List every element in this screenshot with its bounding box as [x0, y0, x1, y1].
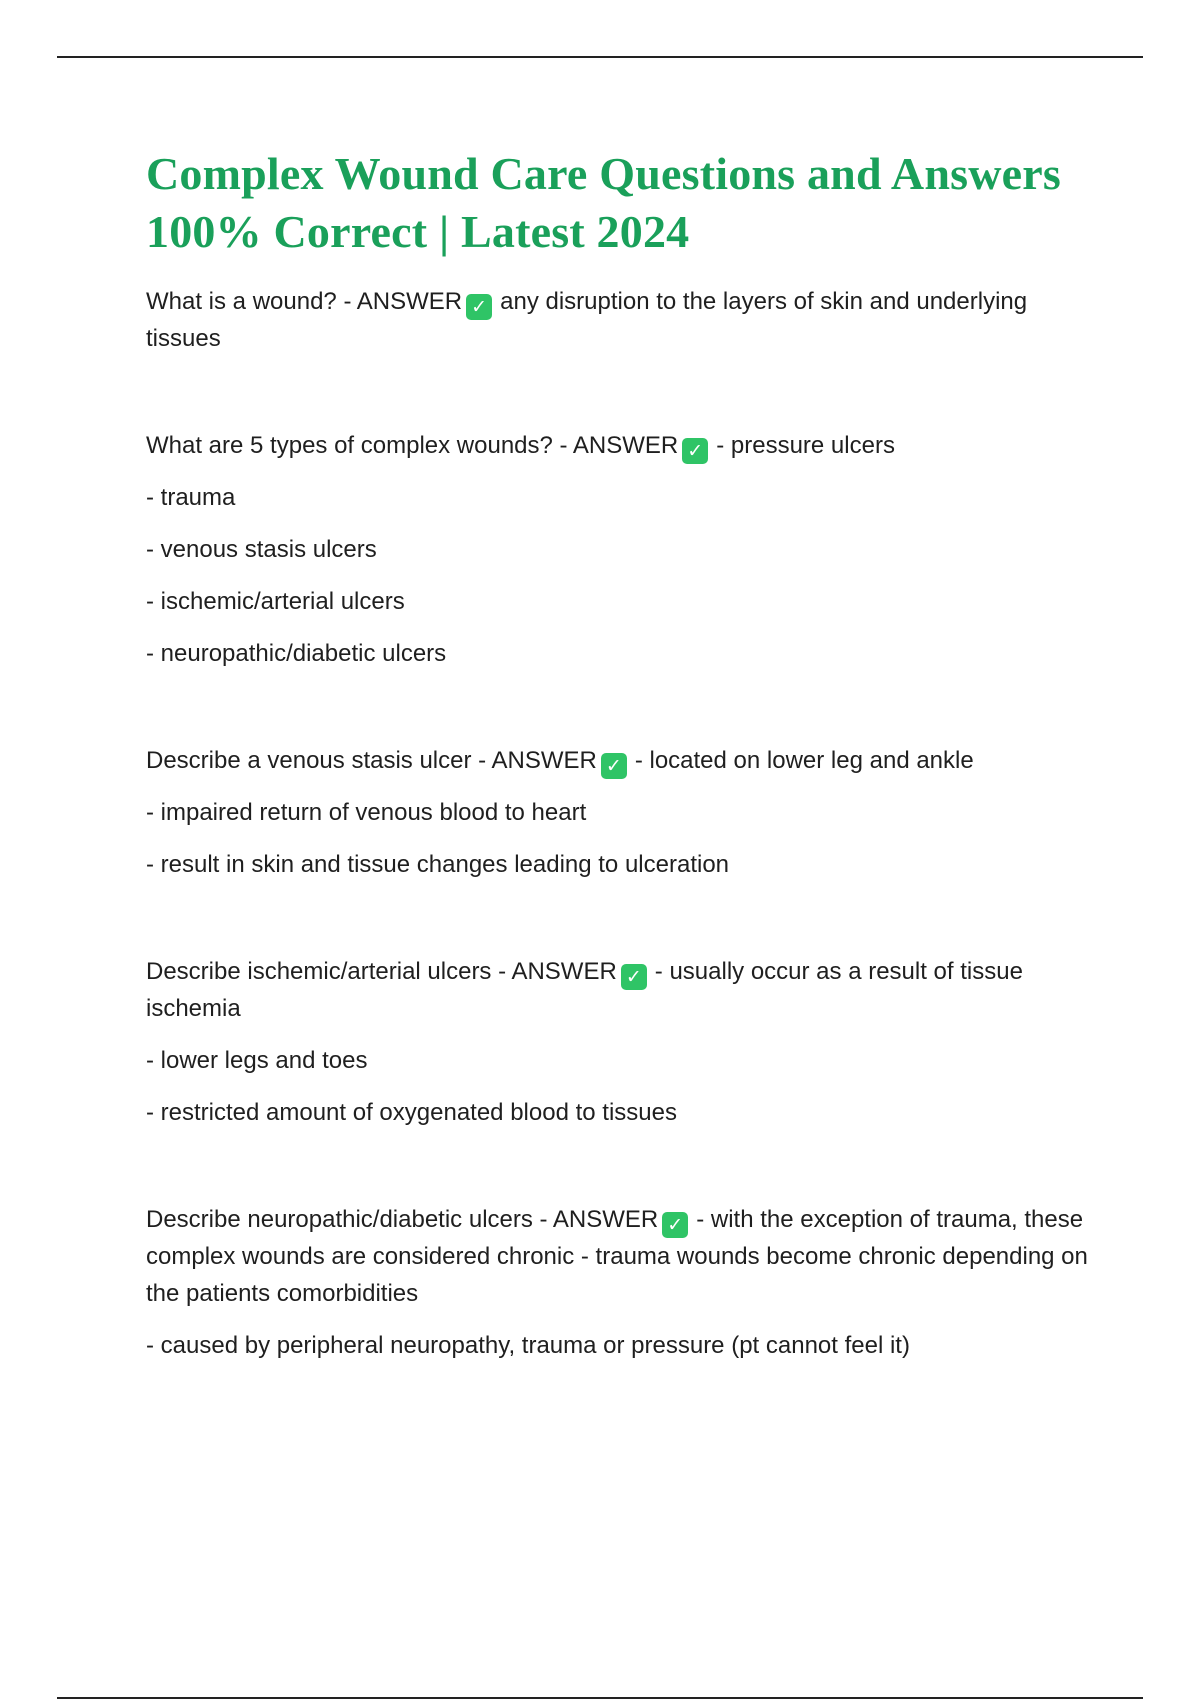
qa-answer-line [146, 427, 1091, 464]
qa-answer-line [146, 953, 1091, 1027]
qa-block-ischemic-arterial [146, 953, 1091, 1131]
answer-list-item: - impaired return of venous blood to heart [146, 799, 587, 826]
document-body [146, 145, 1091, 1364]
answer-text: - located on lower leg and ankle [634, 747, 974, 774]
question-text: What are 5 types of complex wounds? - ANSWER [146, 432, 679, 459]
question-text: What is a wound? - ANSWER [146, 288, 463, 315]
answer-list-item: - venous stasis ulcers [146, 536, 377, 563]
qa-block-neuropathic-diabetic [146, 1201, 1091, 1364]
qa-answer-line [146, 742, 1091, 779]
answer-list-item: - restricted amount of oxygenated blood to tissues [146, 1099, 677, 1126]
answer-list-item: - ischemic/arterial ulcers [146, 588, 405, 615]
answer-list-item: - result in skin and tissue changes leading to ulceration [146, 851, 730, 878]
answer-text: - pressure ulcers [716, 432, 895, 459]
bottom-divider [57, 1697, 1143, 1699]
check-icon: ✓ [662, 1212, 688, 1238]
answer-text: - usually occur as a result of tissue ischemia [146, 958, 1023, 1022]
qa-answer-line [146, 1201, 1091, 1312]
check-icon: ✓ [466, 294, 492, 320]
question-text: Describe a venous stasis ulcer - ANSWER [146, 747, 597, 774]
qa-block-wound [146, 283, 1091, 357]
question-text: Describe neuropathic/diabetic ulcers - ANSWER [146, 1206, 659, 1233]
answer-list-item: - trauma [146, 484, 236, 511]
qa-block-venous-stasis [146, 742, 1091, 883]
check-icon: ✓ [621, 964, 647, 990]
question-text: Describe ischemic/arterial ulcers - ANSWER [146, 958, 617, 985]
document-title: Complex Wound Care Questions and Answers 100% Correct | Latest 2024 [146, 148, 1061, 257]
qa-block-complex-wound-types [146, 427, 1091, 672]
top-divider [57, 56, 1143, 58]
answer-list-item: - caused by peripheral neuropathy, trauma or pressure (pt cannot feel it) [146, 1332, 910, 1359]
check-icon: ✓ [601, 753, 627, 779]
answer-list-item: - neuropathic/diabetic ulcers [146, 640, 447, 667]
answer-text: any disruption to the layers of skin and underlying tissues [146, 288, 1028, 352]
answer-text: - with the exception of trauma, these complex wounds are considered chronic - trauma wounds become chronic depending on the patients comorbidities [146, 1206, 1088, 1307]
check-icon: ✓ [682, 438, 708, 464]
answer-list-item: - lower legs and toes [146, 1047, 368, 1074]
qa-answer-line [146, 283, 1091, 357]
